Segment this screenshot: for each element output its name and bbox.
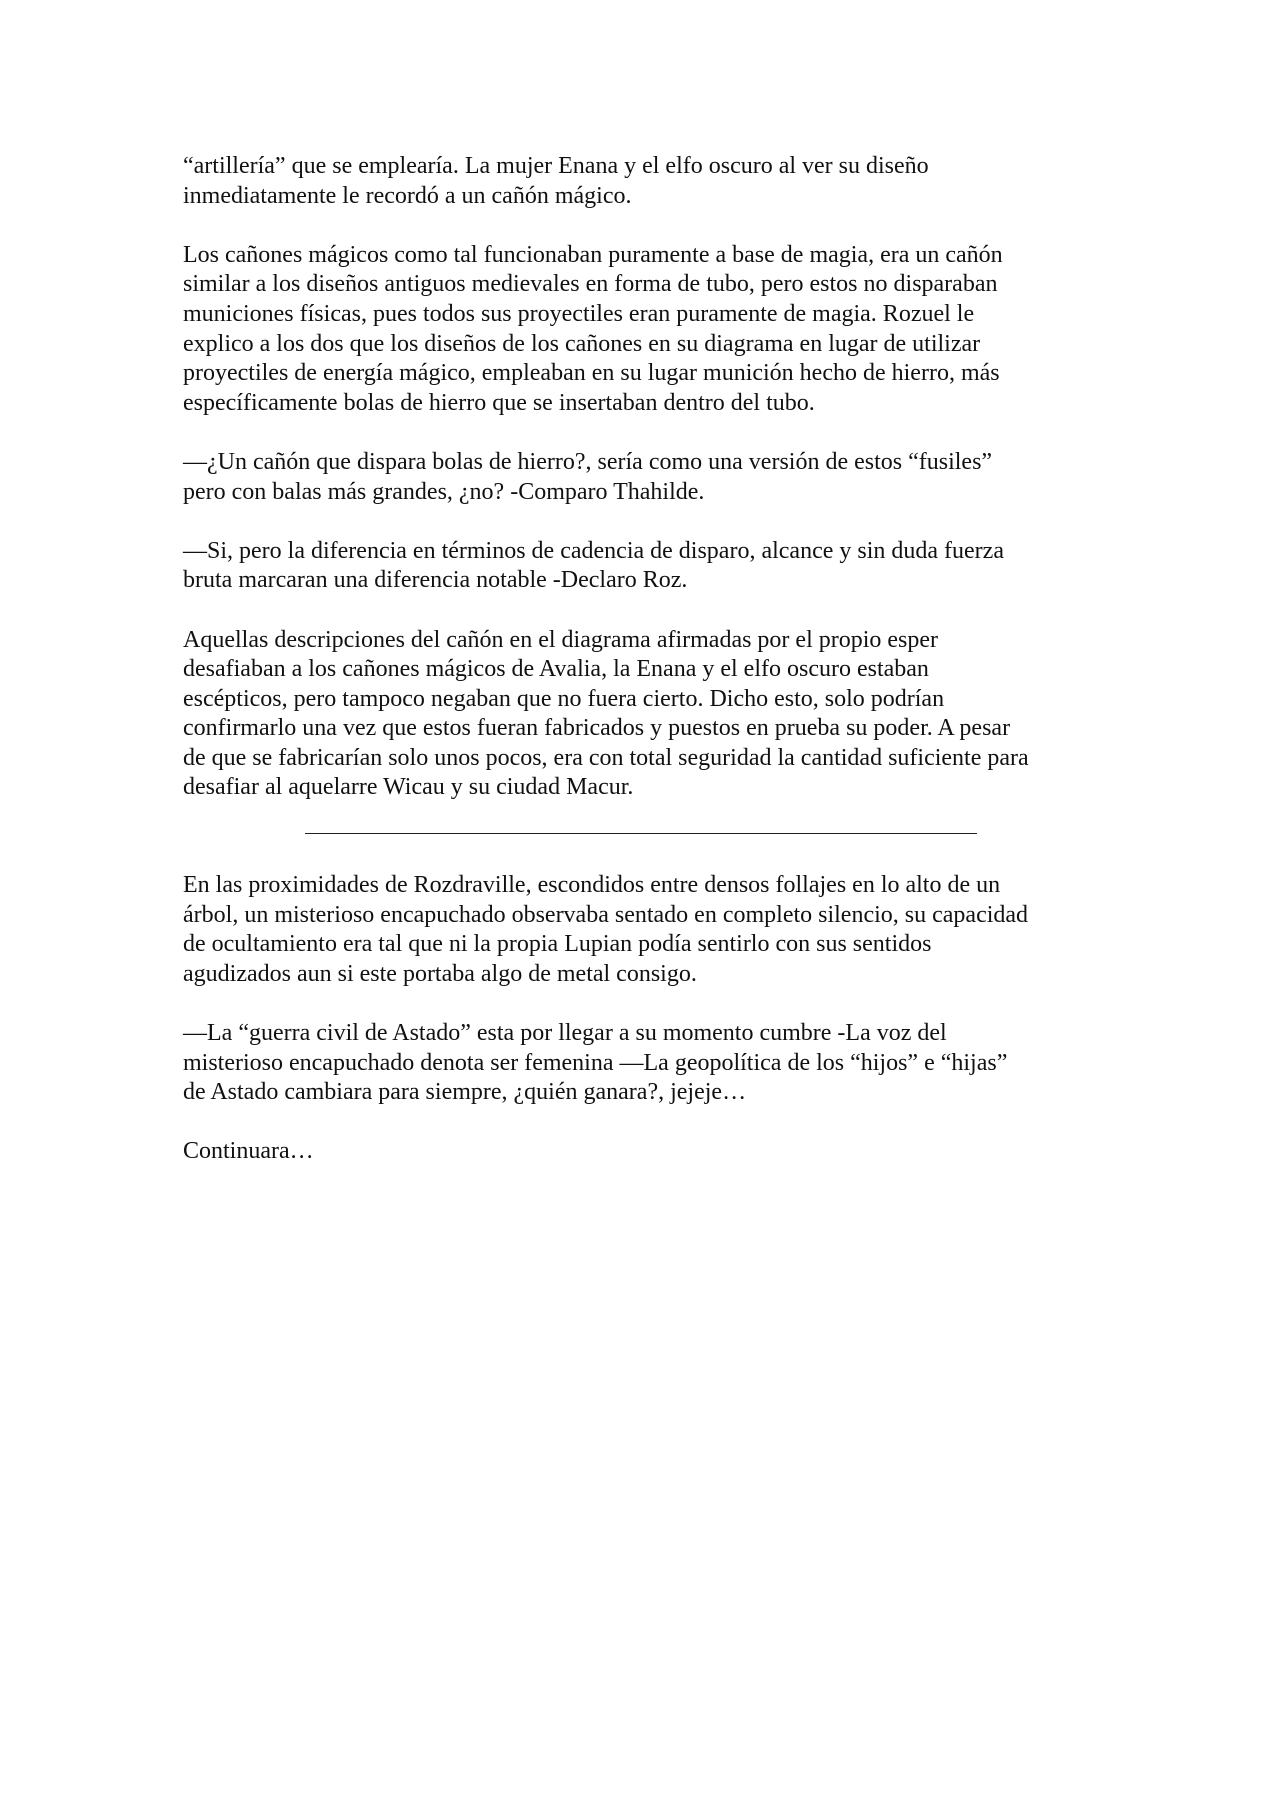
text-line: de ocultamiento era tal que ni la propia Lupian podía sentirlo con sus sentidos <box>183 931 932 958</box>
text-line: En las proximidades de Rozdraville, escondidos entre densos follajes en lo alto de un <box>183 872 1001 899</box>
text-line: —Si, pero la diferencia en términos de cadencia de disparo, alcance y sin duda fuerza <box>183 537 1004 564</box>
text-line: Continuara… <box>183 1138 314 1165</box>
paragraph-continuara <box>183 1137 1103 1167</box>
text-line: de Astado cambiara para siempre, ¿quién ganara?, jejeje… <box>183 1079 747 1106</box>
text-line: árbol, un misterioso encapuchado observaba sentado en completo silencio, su capacidad <box>183 901 1029 928</box>
paragraph-dialogue-roz <box>183 537 1103 596</box>
text-line: desafiaban a los cañones mágicos de Avalia, la Enana y el elfo oscuro estaban <box>183 656 929 683</box>
text-line: inmediatamente le recordó a un cañón mágico. <box>183 182 632 209</box>
text-line: “artillería” que se emplearía. La mujer Enana y el elfo oscuro al ver su diseño <box>183 153 929 179</box>
text-line: pero con balas más grandes, ¿no? -Comparo Thahilde. <box>183 478 705 505</box>
text-line: similar a los diseños antiguos medievales en forma de tubo, pero estos no disparaban <box>183 271 998 298</box>
text-line: —La “guerra civil de Astado” esta por llegar a su momento cumbre -La voz del <box>183 1020 947 1047</box>
text-line: escépticos, pero tampoco negaban que no fuera cierto. Dicho esto, solo podrían <box>183 685 945 712</box>
document-body <box>183 152 1103 1197</box>
text-line: explico a los dos que los diseños de los cañones en su diagrama en lugar de utilizar <box>183 330 981 357</box>
paragraph-guerra-civil <box>183 1019 1103 1108</box>
paragraph-artilleria <box>183 152 1103 211</box>
text-line: específicamente bolas de hierro que se insertaban dentro del tubo. <box>183 389 815 416</box>
text-line: agudizados aun si este portaba algo de metal consigo. <box>183 960 697 987</box>
text-line: —¿Un cañón que dispara bolas de hierro?, sería como una versión de estos “fusiles” <box>183 448 993 475</box>
text-line: bruta marcaran una diferencia notable -Declaro Roz. <box>183 567 688 594</box>
text-line: desafiar al aquelarre Wicau y su ciudad Macur. <box>183 774 634 801</box>
paragraph-rozdraville <box>183 871 1103 989</box>
paragraph-descripciones <box>183 626 1103 804</box>
paragraph-dialogue-thahilde <box>183 448 1103 507</box>
text-line: misterioso encapuchado denota ser femenina —La geopolítica de los “hijos” e “hijas” <box>183 1049 1008 1076</box>
text-line: de que se fabricarían solo unos pocos, era con total seguridad la cantidad suficiente para <box>183 744 1029 771</box>
text-line: confirmarlo una vez que estos fueran fabricados y puestos en prueba su poder. A pesar <box>183 715 1011 742</box>
text-line: proyectiles de energía mágico, empleaban en su lugar munición hecho de hierro, más <box>183 360 1000 387</box>
text-line: Aquellas descripciones del cañón en el diagrama afirmadas por el propio esper <box>183 626 939 653</box>
paragraph-canones-magicos <box>183 241 1103 419</box>
text-line: municiones físicas, pues todos sus proyectiles eran puramente de magia. Rozuel le <box>183 300 975 327</box>
section-divider <box>305 833 977 834</box>
text-line: Los cañones mágicos como tal funcionaban puramente a base de magia, era un cañón <box>183 241 1003 268</box>
